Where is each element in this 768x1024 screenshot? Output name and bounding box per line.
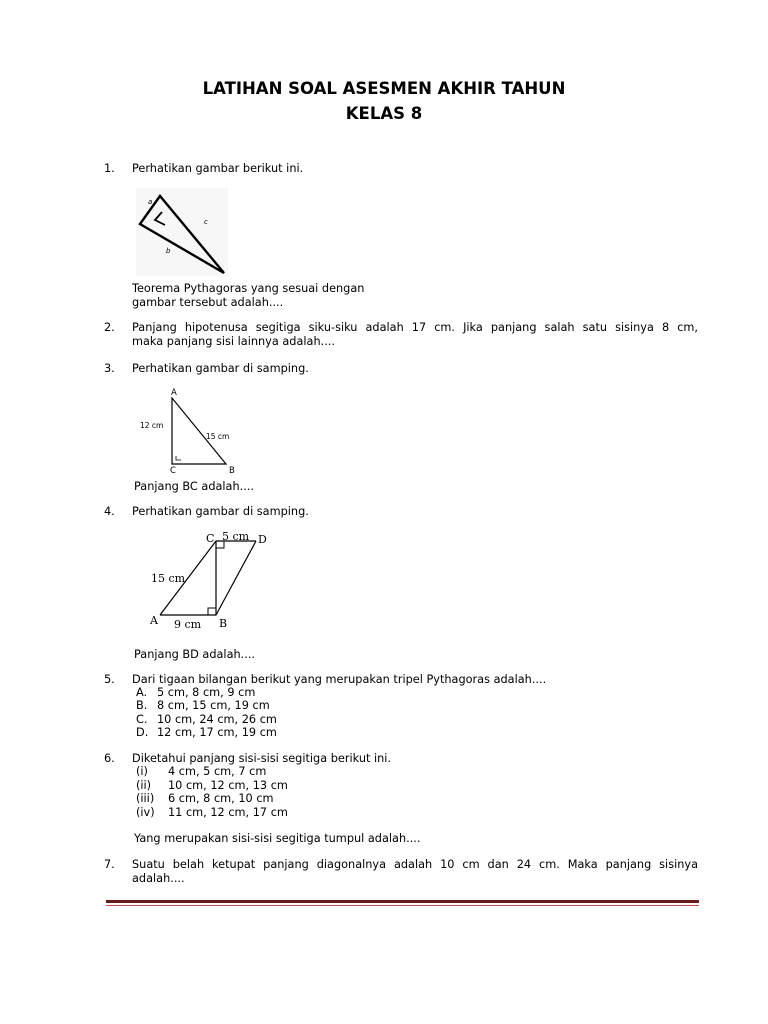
question-6-item-i-label: (i): [136, 765, 148, 778]
question-6-item-iv: 11 cm, 12 cm, 17 cm: [168, 806, 288, 819]
q3-label-B: B: [229, 466, 235, 476]
question-5-option-c-label: C.: [136, 713, 148, 726]
question-5-option-c: 10 cm, 24 cm, 26 cm: [157, 713, 277, 726]
question-5-text: Dari tigaan bilangan berikut yang merupakan tripel Pythagoras adalah....: [132, 673, 547, 686]
page-title: LATIHAN SOAL ASESMEN AKHIR TAHUN: [202, 79, 566, 98]
page-subtitle: KELAS 8: [345, 104, 423, 123]
question-5-option-a-label: A.: [136, 686, 148, 699]
q3-label-C: C: [170, 466, 176, 476]
q4-label-D: D: [258, 533, 267, 546]
question-2-number: 2.: [104, 321, 115, 334]
q4-label-side-ac: 15 cm: [151, 572, 186, 585]
question-4-parallelogram-figure: [148, 529, 278, 633]
question-3-text: Perhatikan gambar di samping.: [132, 362, 309, 375]
q4-label-side-ab: 9 cm: [174, 618, 202, 631]
question-2-text-line1: Panjang hipotenusa segitiga siku-siku adalah 17 cm. Jika panjang salah satu sisinya 8 cm,: [132, 321, 698, 334]
q1-label-b: b: [166, 247, 171, 255]
question-6-number: 6.: [104, 752, 115, 765]
question-1-prompt-line2: gambar tersebut adalah....: [132, 296, 284, 309]
q1-label-a: a: [148, 198, 153, 206]
question-1-text: Perhatikan gambar berikut ini.: [132, 162, 304, 175]
question-6-item-iv-label: (iv): [136, 806, 155, 819]
question-6-item-ii-label: (ii): [136, 779, 152, 792]
question-6-prompt: Yang merupakan sisi-sisi segitiga tumpul adalah....: [134, 832, 421, 845]
q1-label-c: c: [204, 218, 208, 226]
question-3-triangle-figure: [138, 386, 243, 474]
question-7-number: 7.: [104, 858, 115, 871]
question-4-text: Perhatikan gambar di samping.: [132, 505, 309, 518]
footer-divider-thick: [106, 900, 699, 903]
question-7-text-line2: adalah....: [132, 872, 185, 885]
question-6-text: Diketahui panjang sisi-sisi segitiga berikut ini.: [132, 752, 392, 765]
question-6-item-iii-label: (iii): [136, 792, 155, 805]
q4-label-A: A: [150, 614, 158, 627]
footer-divider-thin: [106, 905, 699, 906]
q3-label-side-ab: 15 cm: [206, 432, 230, 441]
question-4-number: 4.: [104, 505, 115, 518]
question-7-text-line1: Suatu belah ketupat panjang diagonalnya adalah 10 cm dan 24 cm. Maka panjang sisinya: [132, 858, 698, 871]
q4-label-B: B: [219, 617, 228, 630]
q4-label-side-cd: 5 cm: [222, 530, 250, 543]
q3-label-side-ac: 12 cm: [140, 421, 164, 430]
question-1-triangle-figure: [134, 186, 234, 278]
question-3-number: 3.: [104, 362, 115, 375]
question-5-number: 5.: [104, 673, 115, 686]
q3-label-A: A: [171, 388, 177, 398]
question-4-prompt: Panjang BD adalah....: [134, 648, 256, 661]
question-6-item-iii: 6 cm, 8 cm, 10 cm: [168, 792, 274, 805]
question-5-option-b: 8 cm, 15 cm, 19 cm: [157, 699, 270, 712]
question-3-prompt: Panjang BC adalah....: [134, 480, 255, 493]
question-1-number: 1.: [104, 162, 115, 175]
question-5-option-a: 5 cm, 8 cm, 9 cm: [157, 686, 256, 699]
question-1-prompt-line1: Teorema Pythagoras yang sesuai dengan: [132, 282, 365, 295]
question-6-item-ii: 10 cm, 12 cm, 13 cm: [168, 779, 288, 792]
question-6-item-i: 4 cm, 5 cm, 7 cm: [168, 765, 267, 778]
question-5-option-d: 12 cm, 17 cm, 19 cm: [157, 726, 277, 739]
q4-label-C: C: [206, 532, 215, 545]
question-5-option-d-label: D.: [136, 726, 149, 739]
question-5-option-b-label: B.: [136, 699, 148, 712]
question-2-text-line2: maka panjang sisi lainnya adalah....: [132, 335, 335, 348]
